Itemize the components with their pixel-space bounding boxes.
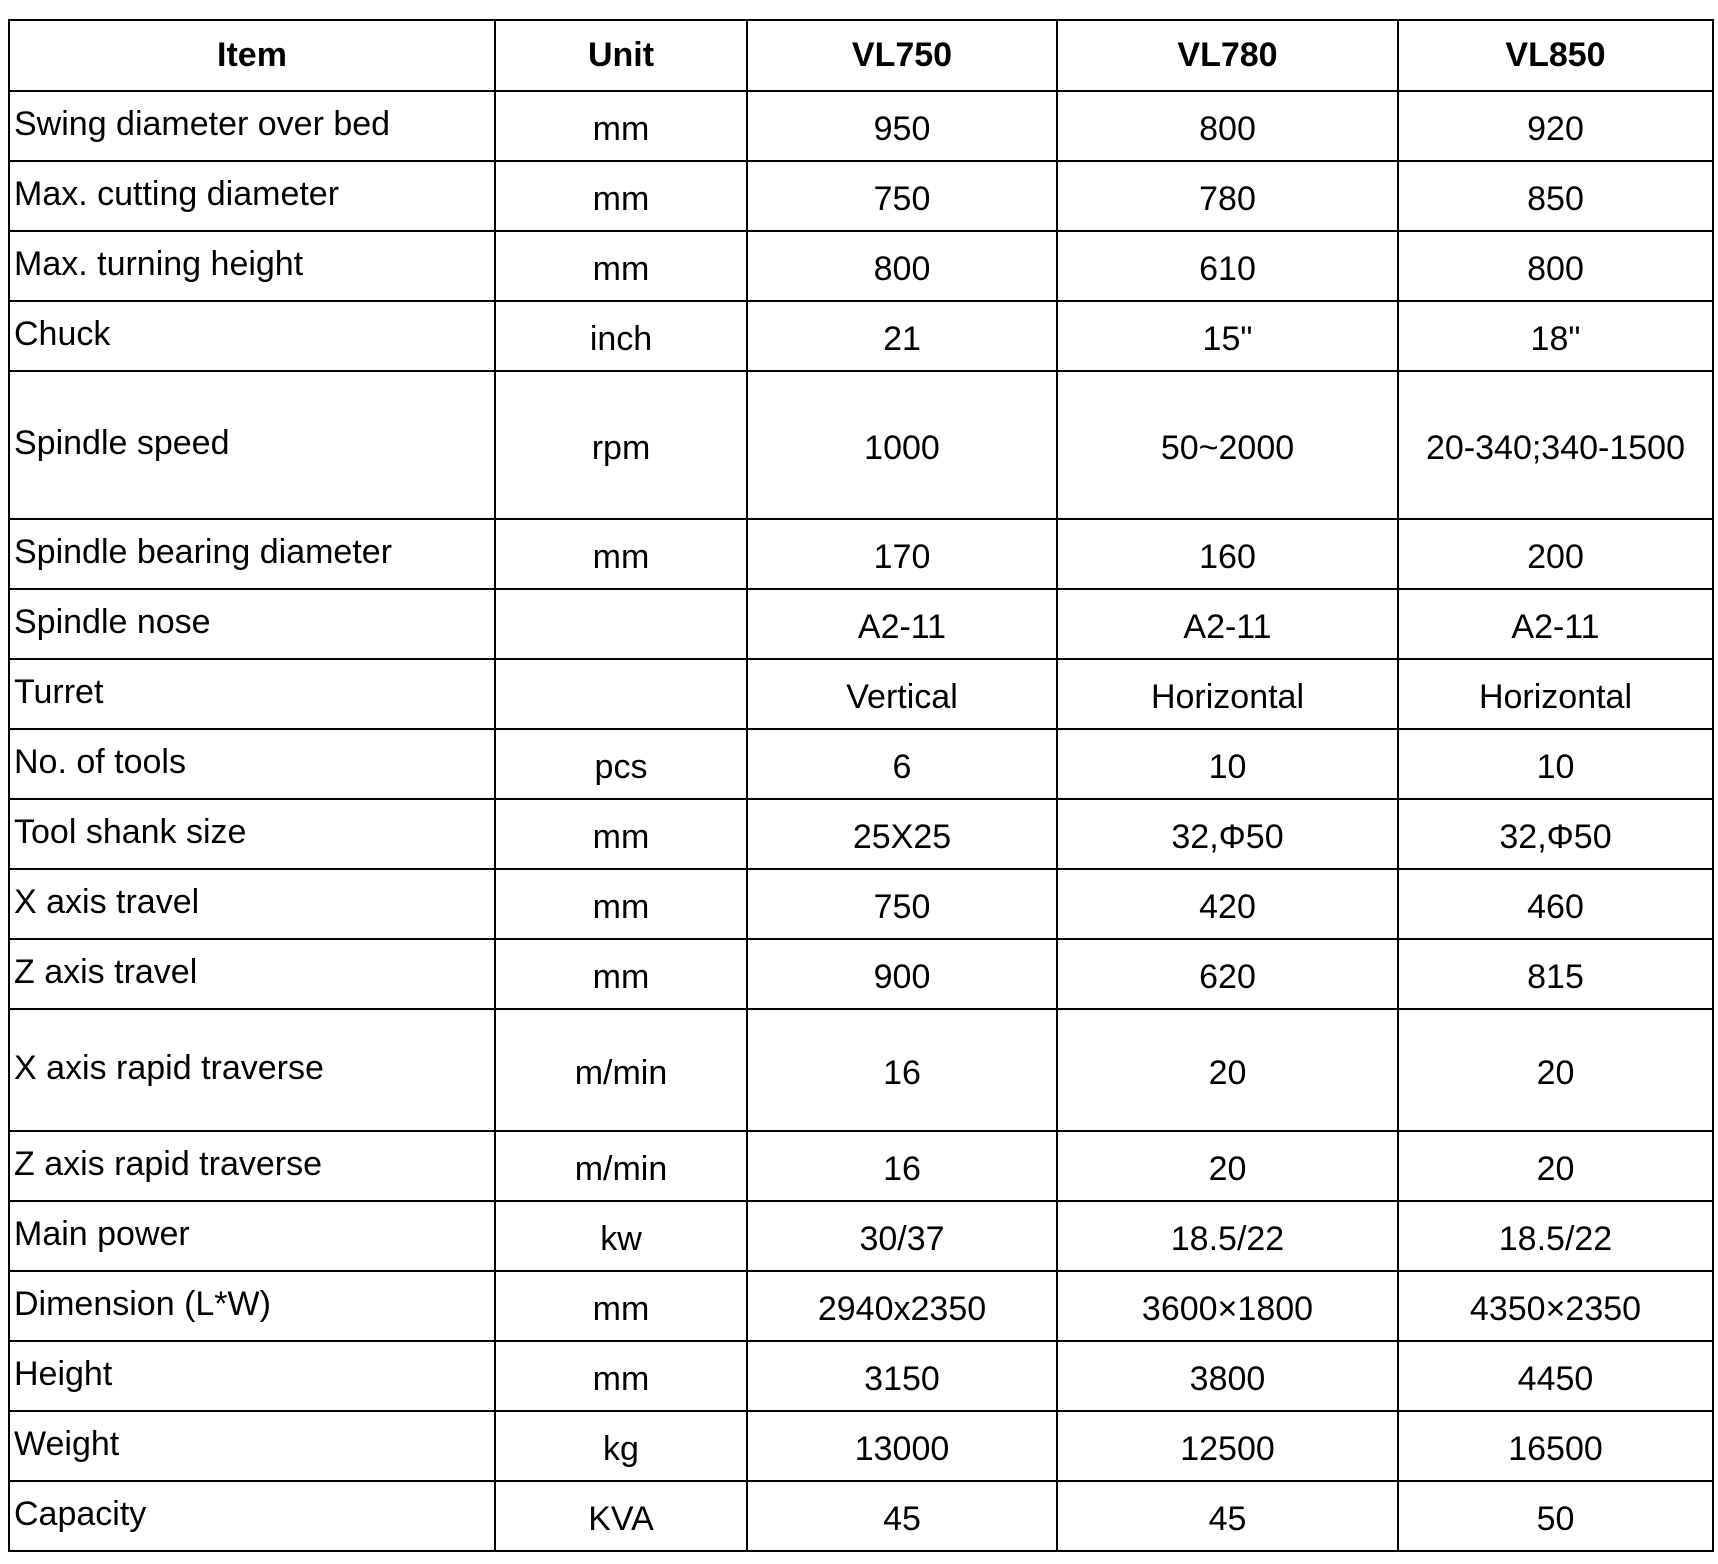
vl850-cell [1398, 1131, 1713, 1201]
vl780-cell [1057, 1411, 1398, 1481]
item-label: Spindle speed [14, 423, 230, 462]
item-label: Swing diameter over bed [14, 104, 391, 143]
table-row [9, 1411, 1713, 1481]
unit-cell [495, 1481, 747, 1551]
unit-cell [495, 589, 747, 659]
vl780-value: 620 [1199, 957, 1256, 996]
item-label: X axis travel [14, 882, 200, 921]
table-row [9, 519, 1713, 589]
vl780-cell [1057, 1009, 1398, 1131]
vl850-cell [1398, 301, 1713, 371]
item-cell [9, 1411, 495, 1481]
vl780-cell [1057, 1271, 1398, 1341]
vl780-cell [1057, 869, 1398, 939]
vl750-cell [747, 91, 1057, 161]
item-label: Capacity [14, 1494, 147, 1533]
unit-value: mm [592, 957, 650, 996]
vl750-value: Vertical [846, 677, 958, 716]
vl750-value: 21 [883, 319, 921, 358]
unit-cell [495, 799, 747, 869]
unit-cell [495, 91, 747, 161]
table-row [9, 231, 1713, 301]
table-row [9, 659, 1713, 729]
vl750-value: 6 [892, 747, 912, 786]
vl750-value: 1000 [864, 428, 940, 467]
unit-value: m/min [574, 1149, 668, 1188]
item-cell [9, 301, 495, 371]
vl780-value: 20 [1208, 1149, 1247, 1188]
unit-value: m/min [574, 1053, 668, 1092]
item-cell [9, 1009, 495, 1131]
vl750-cell [747, 1009, 1057, 1131]
item-label: Spindle nose [14, 602, 211, 641]
vl750-cell [747, 161, 1057, 231]
table-row [9, 589, 1713, 659]
vl850-cell [1398, 519, 1713, 589]
vl750-cell [747, 729, 1057, 799]
unit-value: KVA [588, 1499, 654, 1538]
vl850-cell [1398, 1271, 1713, 1341]
unit-value: mm [592, 817, 650, 856]
vl780-value: 12500 [1180, 1429, 1275, 1468]
vl850-cell [1398, 161, 1713, 231]
unit-cell [495, 1341, 747, 1411]
vl750-cell [747, 231, 1057, 301]
vl750-cell [747, 589, 1057, 659]
unit-cell [495, 1131, 747, 1201]
item-label: No. of tools [14, 742, 186, 781]
vl850-value: 32,Φ50 [1499, 817, 1612, 856]
vl750-value: 900 [873, 957, 931, 996]
vl850-cell [1398, 869, 1713, 939]
vl850-cell [1398, 1201, 1713, 1271]
item-cell [9, 1481, 495, 1551]
item-cell [9, 799, 495, 869]
item-cell [9, 1131, 495, 1201]
vl780-cell [1057, 939, 1398, 1009]
vl750-cell [747, 799, 1057, 869]
item-label: Z axis travel [14, 952, 198, 991]
item-label: Turret [14, 672, 104, 711]
unit-value: mm [592, 249, 650, 288]
vl780-value: 50~2000 [1160, 428, 1295, 467]
unit-value: mm [592, 109, 650, 148]
table-row [9, 939, 1713, 1009]
vl780-value: 20 [1208, 1053, 1247, 1092]
unit-cell [495, 1271, 747, 1341]
vl750-value: 170 [873, 537, 931, 576]
table-body [9, 91, 1713, 1551]
vl750-value: A2-11 [857, 607, 947, 646]
item-label: X axis rapid traverse [14, 1048, 324, 1087]
unit-cell [495, 1411, 747, 1481]
item-cell [9, 231, 495, 301]
item-cell [9, 519, 495, 589]
vl750-cell [747, 1481, 1057, 1551]
unit-value: mm [592, 1359, 650, 1398]
header-vl780: VL780 [1057, 20, 1398, 91]
vl780-value: 15" [1202, 319, 1253, 358]
vl780-value: 610 [1199, 249, 1256, 288]
item-cell [9, 1201, 495, 1271]
vl750-value: 30/37 [859, 1219, 945, 1258]
spec-table [8, 19, 1714, 1552]
table-row [9, 1131, 1713, 1201]
vl850-value: 850 [1527, 179, 1584, 218]
vl780-value: 10 [1208, 747, 1247, 786]
vl780-cell [1057, 799, 1398, 869]
vl850-value: 460 [1527, 887, 1584, 926]
unit-cell [495, 939, 747, 1009]
vl750-cell [747, 869, 1057, 939]
item-label: Max. turning height [14, 244, 304, 283]
vl850-cell [1398, 659, 1713, 729]
vl750-cell [747, 1411, 1057, 1481]
vl850-cell [1398, 1009, 1713, 1131]
vl780-cell [1057, 161, 1398, 231]
header-vl850: VL850 [1398, 20, 1713, 91]
vl850-value: 20 [1536, 1053, 1575, 1092]
vl780-value: 3800 [1189, 1359, 1266, 1398]
item-cell [9, 869, 495, 939]
vl750-value: 45 [883, 1499, 921, 1538]
vl750-value: 16 [883, 1149, 921, 1188]
table-row [9, 91, 1713, 161]
table-row [9, 161, 1713, 231]
vl850-cell [1398, 371, 1713, 519]
item-cell [9, 91, 495, 161]
vl780-cell [1057, 659, 1398, 729]
table-row [9, 1271, 1713, 1341]
vl780-cell [1057, 1341, 1398, 1411]
vl750-cell [747, 519, 1057, 589]
vl780-cell [1057, 589, 1398, 659]
item-label: Tool shank size [14, 812, 247, 851]
item-cell [9, 589, 495, 659]
unit-value: mm [592, 179, 650, 218]
unit-cell [495, 1009, 747, 1131]
vl750-cell [747, 659, 1057, 729]
vl750-cell [747, 1131, 1057, 1201]
vl850-value: 18.5/22 [1498, 1219, 1613, 1258]
vl850-cell [1398, 799, 1713, 869]
unit-cell [495, 161, 747, 231]
vl780-value: 160 [1199, 537, 1256, 576]
vl750-cell [747, 1341, 1057, 1411]
unit-cell [495, 1201, 747, 1271]
vl780-value: 800 [1199, 109, 1256, 148]
unit-value: inch [589, 319, 653, 358]
vl780-value: 32,Φ50 [1171, 817, 1284, 856]
vl850-cell [1398, 1411, 1713, 1481]
vl780-cell [1057, 519, 1398, 589]
unit-cell [495, 231, 747, 301]
item-label: Height [14, 1354, 113, 1393]
vl850-value: 200 [1527, 537, 1584, 576]
unit-cell [495, 869, 747, 939]
vl750-cell [747, 1201, 1057, 1271]
unit-value: mm [592, 887, 650, 926]
unit-value: kg [603, 1429, 639, 1468]
unit-value: rpm [591, 428, 651, 467]
vl850-cell [1398, 729, 1713, 799]
item-cell [9, 161, 495, 231]
vl850-value: 4350×2350 [1469, 1289, 1642, 1328]
table-row [9, 729, 1713, 799]
vl850-value: 10 [1536, 747, 1575, 786]
vl780-value: A2-11 [1183, 607, 1272, 646]
vl850-cell [1398, 589, 1713, 659]
table-row [9, 1201, 1713, 1271]
vl750-cell [747, 1271, 1057, 1341]
vl750-value: 950 [873, 109, 931, 148]
vl780-cell [1057, 371, 1398, 519]
vl850-value: 20 [1536, 1149, 1575, 1188]
vl850-value: 50 [1536, 1499, 1575, 1538]
item-label: Weight [14, 1424, 120, 1463]
vl850-value: A2-11 [1511, 607, 1600, 646]
vl850-cell [1398, 231, 1713, 301]
vl780-value: 780 [1199, 179, 1256, 218]
unit-cell [495, 519, 747, 589]
unit-cell [495, 729, 747, 799]
vl850-cell [1398, 939, 1713, 1009]
vl850-cell [1398, 1341, 1713, 1411]
table-row [9, 371, 1713, 519]
table-row [9, 301, 1713, 371]
vl850-cell [1398, 1481, 1713, 1551]
table-row [9, 799, 1713, 869]
table-row [9, 1009, 1713, 1131]
item-label: Main power [14, 1214, 190, 1253]
vl780-value: Horizontal [1150, 677, 1305, 716]
vl780-cell [1057, 231, 1398, 301]
vl850-value: 800 [1527, 249, 1584, 288]
header-row [9, 20, 1713, 91]
unit-cell [495, 301, 747, 371]
vl850-value: 4450 [1517, 1359, 1594, 1398]
item-label: Dimension (L*W) [14, 1284, 271, 1323]
vl750-value: 2940x2350 [817, 1289, 987, 1328]
unit-value: pcs [594, 747, 648, 786]
item-cell [9, 659, 495, 729]
item-label: Z axis rapid traverse [14, 1144, 322, 1183]
vl750-value: 800 [873, 249, 931, 288]
vl850-value: 920 [1527, 109, 1584, 148]
unit-cell [495, 659, 747, 729]
item-label: Spindle bearing diameter [14, 532, 393, 571]
table-row [9, 1481, 1713, 1551]
vl750-value: 3150 [864, 1359, 940, 1398]
vl850-value: 16500 [1508, 1429, 1603, 1468]
vl850-value: 18" [1530, 319, 1581, 358]
vl750-cell [747, 371, 1057, 519]
vl750-cell [747, 301, 1057, 371]
header-item: Item [9, 20, 495, 91]
header-unit: Unit [495, 20, 747, 91]
vl780-cell [1057, 1481, 1398, 1551]
unit-value: mm [592, 1289, 650, 1328]
vl850-value: 20-340;340-1500 [1425, 428, 1685, 467]
table-header [9, 20, 1713, 91]
vl780-cell [1057, 1131, 1398, 1201]
item-cell [9, 1341, 495, 1411]
vl780-value: 420 [1199, 887, 1256, 926]
item-label: Max. cutting diameter [14, 174, 340, 213]
vl750-value: 750 [873, 887, 931, 926]
vl780-cell [1057, 91, 1398, 161]
vl780-value: 18.5/22 [1170, 1219, 1285, 1258]
item-cell [9, 729, 495, 799]
item-label: Chuck [14, 314, 111, 353]
vl850-value: Horizontal [1478, 677, 1633, 716]
item-cell [9, 1271, 495, 1341]
vl750-value: 750 [873, 179, 931, 218]
vl850-cell [1398, 91, 1713, 161]
vl780-cell [1057, 301, 1398, 371]
vl780-cell [1057, 1201, 1398, 1271]
header-vl750: VL750 [747, 20, 1057, 91]
vl750-value: 25X25 [852, 817, 952, 856]
vl750-cell [747, 939, 1057, 1009]
unit-cell [495, 371, 747, 519]
vl780-value: 45 [1208, 1499, 1247, 1538]
table-row [9, 869, 1713, 939]
vl780-value: 3600×1800 [1141, 1289, 1314, 1328]
unit-value: kw [600, 1219, 642, 1258]
vl750-value: 13000 [854, 1429, 950, 1468]
vl780-cell [1057, 729, 1398, 799]
vl850-value: 815 [1527, 957, 1584, 996]
unit-value: mm [592, 537, 650, 576]
item-cell [9, 371, 495, 519]
item-cell [9, 939, 495, 1009]
table-row [9, 1341, 1713, 1411]
vl750-value: 16 [883, 1053, 921, 1092]
